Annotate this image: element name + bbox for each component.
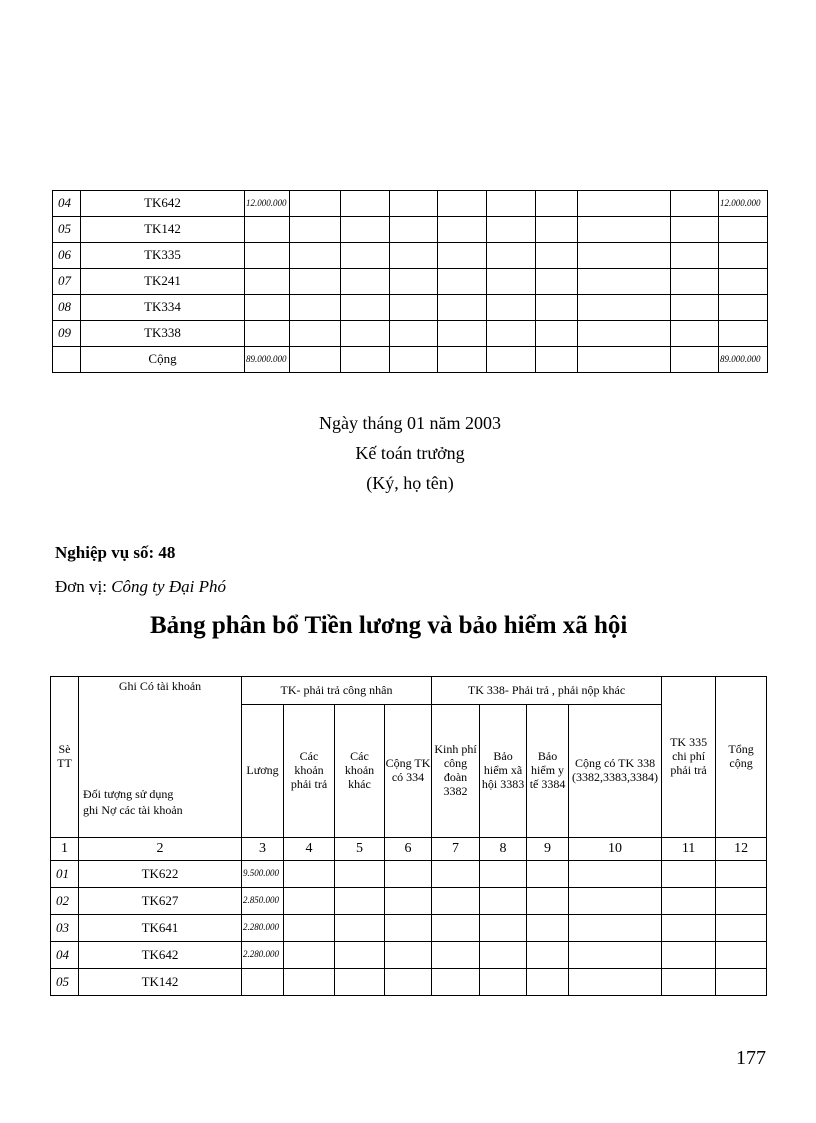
header-kpcd: Kinh phí công đoàn 3382 [432,705,480,838]
row-luong [245,269,290,295]
row-account: TK642 [81,191,245,217]
row-account: TK627 [79,888,242,915]
header-debit-line2: ghi Nợ các tài khoản [83,802,183,817]
empty-cell [390,243,438,269]
empty-cell [290,321,341,347]
empty-cell [432,915,480,942]
row-stt: 09 [53,321,81,347]
column-number: 11 [662,838,716,861]
empty-cell [671,269,719,295]
row-account: TK142 [81,217,245,243]
row-total [719,217,768,243]
empty-cell [480,942,527,969]
row-stt: 04 [51,942,79,969]
table-row [51,861,767,888]
table-row [51,915,767,942]
empty-cell [487,217,536,243]
column-number: 6 [385,838,432,861]
empty-cell [480,915,527,942]
empty-cell [385,915,432,942]
row-stt [53,347,81,373]
row-luong [245,321,290,347]
empty-cell [290,295,341,321]
row-account: TK338 [81,321,245,347]
empty-cell [341,321,390,347]
header-cac-khoan-khac: Các khoản khác [335,705,385,838]
row-account: TK335 [81,243,245,269]
row-total [719,321,768,347]
row-total: 89.000.000 [719,347,768,373]
empty-cell [284,915,335,942]
row-stt: 07 [53,269,81,295]
empty-cell [487,243,536,269]
header-cong-334: Cộng TK có 334 [385,705,432,838]
table-row [53,269,768,295]
table-row [53,191,768,217]
empty-cell [578,217,671,243]
row-total [719,269,768,295]
empty-cell [385,969,432,996]
row-account: TK641 [79,915,242,942]
header-debit [83,787,183,818]
empty-cell [527,888,569,915]
empty-cell [385,861,432,888]
row-stt: 04 [53,191,81,217]
empty-cell [290,191,341,217]
unit-label: Đơn vị: [55,577,112,596]
empty-cell [385,942,432,969]
row-luong: 9.500.000 [242,861,284,888]
empty-cell [569,942,662,969]
empty-cell [578,269,671,295]
column-number: 2 [79,838,242,861]
empty-cell [662,861,716,888]
empty-cell [671,321,719,347]
row-luong: 12.000.000 [245,191,290,217]
empty-cell [662,969,716,996]
header-tong-cong: Tổng cộng [716,677,767,838]
empty-cell [536,295,578,321]
row-account: TK334 [81,295,245,321]
empty-cell [432,861,480,888]
empty-cell [290,217,341,243]
row-luong: 2.850.000 [242,888,284,915]
column-number: 8 [480,838,527,861]
empty-cell [390,347,438,373]
empty-cell [284,942,335,969]
row-luong [242,969,284,996]
empty-cell [335,942,385,969]
header-account-cell [79,677,242,838]
unit-line [55,577,226,597]
empty-cell [487,295,536,321]
empty-cell [335,969,385,996]
table-row [53,243,768,269]
row-stt: 02 [51,888,79,915]
empty-cell [341,217,390,243]
empty-cell [569,861,662,888]
empty-cell [527,915,569,942]
signature-date: Ngày tháng 01 năm 2003 [319,413,501,433]
column-number: 7 [432,838,480,861]
empty-cell [284,888,335,915]
unit-name: Công ty Đại Phó [111,577,226,596]
empty-cell [290,347,341,373]
empty-cell [578,347,671,373]
empty-cell [536,191,578,217]
empty-cell [341,243,390,269]
header-credit: Ghi Có tài khoản [118,679,202,693]
row-stt: 01 [51,861,79,888]
empty-cell [487,191,536,217]
empty-cell [536,243,578,269]
signature-note: (Ký, họ tên) [366,473,454,493]
empty-cell [438,295,487,321]
empty-cell [671,295,719,321]
table-row [53,217,768,243]
empty-cell [527,861,569,888]
header-luong: Lương [242,705,284,838]
empty-cell [487,321,536,347]
empty-cell [716,888,767,915]
column-number: 4 [284,838,335,861]
empty-cell [662,915,716,942]
empty-cell [438,269,487,295]
header-tk335: TK 335 chi phí phải trả [662,677,716,838]
empty-cell [536,347,578,373]
signature-block [300,408,520,498]
empty-cell [671,217,719,243]
header-group-334: TK- phải trả công nhân [242,677,432,705]
empty-cell [284,969,335,996]
row-luong [245,295,290,321]
table-row [51,969,767,996]
header-bhyt: Bảo hiểm y tế 3384 [527,705,569,838]
row-stt: 08 [53,295,81,321]
empty-cell [438,347,487,373]
row-account: Cộng [81,347,245,373]
table-row [53,295,768,321]
empty-cell [341,191,390,217]
empty-cell [578,243,671,269]
empty-cell [671,347,719,373]
empty-cell [536,217,578,243]
table-row [53,347,768,373]
signature-role: Kế toán trưởng [355,443,465,463]
allocation-table-continued [52,190,768,373]
column-number: 3 [242,838,284,861]
empty-cell [536,321,578,347]
column-number: 1 [51,838,79,861]
empty-cell [335,861,385,888]
empty-cell [335,915,385,942]
empty-cell [536,269,578,295]
empty-cell [662,888,716,915]
empty-cell [480,861,527,888]
empty-cell [569,915,662,942]
header-stt: Sè TT [51,677,79,838]
empty-cell [716,861,767,888]
transaction-number: Nghiệp vụ số: 48 [55,543,176,562]
column-number: 12 [716,838,767,861]
empty-cell [290,243,341,269]
header-cong-338: Cộng có TK 338 (3382,3383,3384) [569,705,662,838]
empty-cell [578,321,671,347]
row-stt: 05 [51,969,79,996]
empty-cell [662,942,716,969]
column-number: 9 [527,838,569,861]
empty-cell [487,269,536,295]
empty-cell [385,888,432,915]
table-row [51,942,767,969]
table-title: Bảng phân bổ Tiền lương và bảo hiểm xã hội [150,612,628,639]
empty-cell [569,888,662,915]
page-number: 177 [736,1047,766,1069]
empty-cell [527,969,569,996]
empty-cell [390,191,438,217]
empty-cell [438,191,487,217]
empty-cell [290,269,341,295]
empty-cell [578,191,671,217]
empty-cell [390,321,438,347]
row-luong [245,217,290,243]
empty-cell [335,888,385,915]
empty-cell [390,269,438,295]
empty-cell [432,969,480,996]
empty-cell [480,969,527,996]
empty-cell [341,295,390,321]
header-group-338: TK 338- Phải trả , phải nộp khác [432,677,662,705]
empty-cell [716,915,767,942]
empty-cell [390,217,438,243]
empty-cell [569,969,662,996]
empty-cell [671,191,719,217]
header-bhxh: Bảo hiểm xã hội 3383 [480,705,527,838]
empty-cell [432,888,480,915]
empty-cell [716,942,767,969]
empty-cell [341,269,390,295]
empty-cell [438,243,487,269]
empty-cell [527,942,569,969]
column-number: 10 [569,838,662,861]
empty-cell [716,969,767,996]
empty-cell [432,942,480,969]
column-number: 5 [335,838,385,861]
row-account: TK142 [79,969,242,996]
row-total [719,295,768,321]
row-stt: 06 [53,243,81,269]
row-luong: 2.280.000 [242,942,284,969]
row-stt: 05 [53,217,81,243]
header-cac-khoan-phai-tra: Các khoản phải trả [284,705,335,838]
table-row [51,888,767,915]
empty-cell [671,243,719,269]
row-luong: 89.000.000 [245,347,290,373]
empty-cell [284,861,335,888]
row-account: TK241 [81,269,245,295]
empty-cell [390,295,438,321]
row-account: TK642 [79,942,242,969]
empty-cell [487,347,536,373]
row-luong [245,243,290,269]
row-total [719,243,768,269]
table-row [53,321,768,347]
salary-allocation-table [50,676,767,996]
row-total: 12.000.000 [719,191,768,217]
row-luong: 2.280.000 [242,915,284,942]
row-stt: 03 [51,915,79,942]
empty-cell [438,217,487,243]
empty-cell [341,347,390,373]
empty-cell [578,295,671,321]
empty-cell [480,888,527,915]
row-account: TK622 [79,861,242,888]
header-debit-line1: Đối tượng sử dụng [83,787,174,801]
empty-cell [438,321,487,347]
